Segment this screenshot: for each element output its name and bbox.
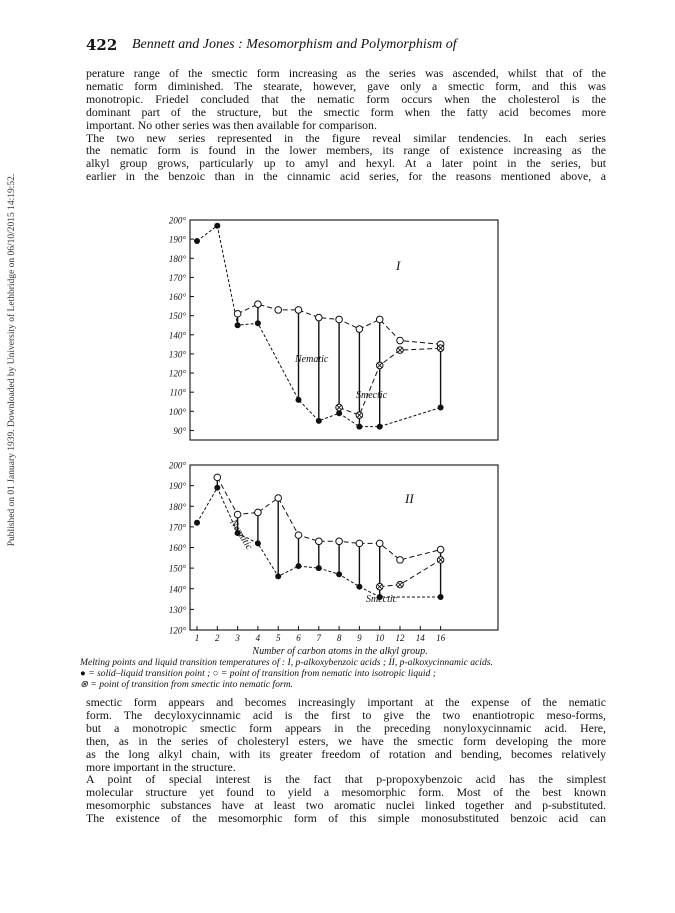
x-tick-label: 10 [375, 633, 385, 643]
solid-liquid-point [214, 485, 220, 491]
y-tick-label: 160° [168, 292, 186, 303]
text-line: earlier in the benzoic than in the cinnamic acid series, for the reasons mentioned above, a [86, 169, 606, 184]
smectic-nematic-line [380, 560, 441, 587]
y-tick-label: 190° [168, 481, 186, 492]
solid-liquid-point [316, 418, 322, 424]
text-line: A point of special interest is the fact that p-propoxybenzoic acid has the simplest [86, 772, 606, 787]
paragraph-2 [86, 696, 606, 825]
solid-liquid-point [438, 594, 444, 600]
text-line: smectic form appears and becomes increasingly important at the expense of the nematic [86, 695, 606, 709]
nematic-isotropic-point [295, 307, 302, 314]
x-tick-label: 2 [215, 633, 220, 643]
nematic-isotropic-point [295, 532, 302, 539]
y-tick-label: 120° [168, 625, 186, 636]
text-line: the nematic form is found in the lower members, its range of existence increasing as the [86, 143, 606, 158]
nematic-isotropic-point [376, 540, 383, 547]
caption-line: Melting points and liquid transition temperatures of : I, p-alkoxybenzoic acids ; II, p-alkoxycinnamic acids. [80, 657, 493, 668]
solid-liquid-point [377, 424, 383, 430]
nematic-isotropic-point [336, 538, 343, 545]
plot-frame [190, 465, 498, 630]
caption-line: ⊗ = point of transition from smectic into nematic form. [80, 679, 293, 690]
solid-liquid-point [235, 322, 241, 328]
y-tick-label: 100° [168, 406, 186, 417]
paragraph-1 [86, 67, 606, 183]
text-line: nematic form diminished. The stearate, however, gave only a smectic form, and this was [86, 78, 606, 93]
nematic-isotropic-point [234, 511, 241, 518]
text-line: perature range of the smectic form increasing as the series was ascended, whilst that of the [86, 66, 606, 80]
nematic-isotropic-point [356, 540, 363, 547]
text-line: important. No other series was then available for comparison. [86, 117, 377, 132]
region-label-nematic: Nematic [227, 517, 255, 552]
solid-liquid-point [255, 320, 261, 326]
nematic-isotropic-point [356, 326, 363, 333]
figure-svg [150, 210, 520, 660]
y-tick-label: 150° [168, 563, 186, 574]
y-tick-label: 120° [168, 368, 186, 379]
solid-liquid-point [214, 223, 220, 229]
y-tick-label: 140° [168, 330, 186, 341]
plot-frame [190, 220, 498, 440]
x-axis-label: Number of carbon atoms in the alkyl group. [252, 646, 428, 657]
x-tick-label: 16 [436, 633, 446, 643]
text-line: alkyl group grows, particularly up to amyl and hexyl. At a later point in the series, but [86, 156, 606, 171]
text-line: then, as in the series of cholesteryl esters, we have the smectic form developing the more [86, 733, 606, 748]
x-tick-label: 4 [255, 633, 261, 643]
region-label-smectic: Smectic [356, 390, 388, 401]
solid-liquid-point [194, 238, 200, 244]
y-tick-label: 140° [168, 584, 186, 595]
y-tick-label: 190° [168, 234, 186, 245]
solid-liquid-point [336, 571, 342, 577]
solid-liquid-point [255, 540, 261, 546]
y-tick-label: 170° [168, 272, 186, 283]
text-line: but a monotropic smectic form appears in the preceding nonyloxycinnamic acid. Here, [86, 720, 606, 735]
y-tick-label: 180° [168, 253, 186, 264]
solid-liquid-point [194, 520, 200, 526]
text-line: The existence of the mesomorphic form of this simple monosubstituted benzoic acid can [86, 811, 606, 826]
nematic-isotropic-point [437, 546, 444, 553]
nematic-isotropic-point [275, 307, 282, 314]
nematic-isotropic-point [316, 314, 323, 321]
nematic-isotropic-point [255, 509, 262, 516]
nematic-isotropic-point [376, 316, 383, 323]
text-line: molecular structure yet found to yield a mesomorphic form. Most of the best known [86, 785, 606, 800]
x-tick-label: 12 [395, 633, 405, 643]
solid-liquid-point [296, 397, 302, 403]
solid-liquid-point [316, 565, 322, 571]
text-line: The two new series represented in the figure reveal similar tendencies. In each series [86, 130, 606, 145]
panel-label: II [405, 491, 414, 506]
text-line: more important in the structure. [86, 759, 236, 774]
y-tick-label: 110° [169, 387, 186, 398]
y-tick-label: 90° [173, 425, 186, 436]
page-header [86, 36, 606, 56]
x-tick-label: 9 [357, 633, 362, 643]
y-tick-label: 180° [168, 501, 186, 512]
y-tick-label: 200° [168, 460, 186, 471]
x-tick-label: 3 [235, 633, 240, 643]
solid-liquid-point [356, 584, 362, 590]
text-line: monotropic. Friedel concluded that the nematic form occurs when the cholesterol is the [86, 91, 606, 106]
page-number: 422 [86, 36, 118, 54]
nematic-isotropic-point [316, 538, 323, 545]
x-tick-label: 8 [336, 633, 342, 643]
nematic-isotropic-point [275, 495, 282, 502]
text-line: mesomorphic substances have at least two aromatic nuclei linked together and p-substituted. [86, 798, 606, 813]
text-line: dominant part of the structure, but the smectic form when the fatty acid becomes more [86, 104, 606, 119]
x-tick-label: 7 [316, 633, 322, 643]
x-tick-label: 5 [275, 633, 281, 643]
y-tick-label: 130° [168, 349, 186, 360]
running-title: Bennett and Jones : Mesomorphism and Polymorphism of [132, 37, 457, 52]
text-line: form. The decyloxycinnamic acid is the first to give the two enantiotropic meso-forms, [86, 707, 606, 722]
x-tick-label: 1 [194, 633, 200, 643]
y-tick-label: 170° [168, 522, 186, 533]
y-tick-label: 130° [168, 604, 186, 615]
solid-liquid-point [296, 563, 302, 569]
region-label-smectic: Smectic [366, 594, 398, 605]
x-tick-label: 14 [415, 633, 425, 643]
download-watermark-text: Published on 01 January 1939. Downloaded by University of Lethbridge on 06/10/2015 14:19:52. [7, 173, 17, 547]
caption-line: ● = solid–liquid transition point ; ○ = point of transition from nematic into isotropic liquid ; [80, 668, 436, 679]
figure-caption [80, 657, 610, 690]
smectic-nematic-line [339, 348, 441, 415]
transition-temperature-figure [150, 210, 520, 660]
solid-liquid-point [438, 404, 444, 410]
text-line: as the long alkyl chain, with its greater freedom of rotation and bending, becomes relatively [86, 746, 606, 761]
region-label-nematic: Nematic [295, 354, 329, 365]
nematic-isotropic-point [234, 310, 241, 317]
download-watermark [4, 140, 20, 580]
nematic-isotropic-point [397, 337, 404, 344]
solid-liquid-point [275, 573, 281, 579]
y-tick-label: 160° [168, 543, 186, 553]
nematic-isotropic-point [336, 316, 343, 323]
nematic-isotropic-point [397, 557, 404, 564]
nematic-isotropic-point [255, 301, 262, 308]
panel-label: I [396, 258, 401, 273]
solid-liquid-point [356, 424, 362, 430]
nematic-isotropic-point [214, 474, 221, 481]
y-tick-label: 200° [168, 215, 186, 226]
y-tick-label: 150° [168, 311, 186, 322]
x-tick-label: 6 [296, 633, 301, 643]
